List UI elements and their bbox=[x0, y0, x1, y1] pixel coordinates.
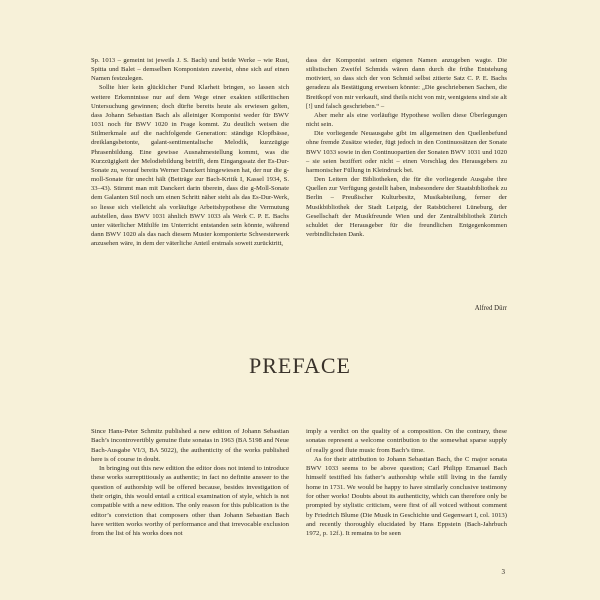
english-left-paragraph-2: In bringing out this new edition the editor does not intend to introduce these works surreptitiously as authentic; in fact no definite answer to the question of authorship will be offered because, besides investigation of their origin, this would entail a critical examination of style, which is not compatible with a new edition. The only reason for this publication is the editor’s conviction that composers other than Johann Sebastian Bach have written works worthy of performance and that irrevocable exclusion from the list of his works does not bbox=[91, 465, 289, 538]
english-text-left-column bbox=[91, 427, 289, 539]
german-left-paragraph-1: Sp. 1013 – gemeint ist jeweils J. S. Bach) und beide Werke – wie Rust, Spitta und Balet – demselben Komponisten zuweist, ohne sich auf einen Namen festzulegen. bbox=[91, 57, 289, 83]
english-right-paragraph-2: As for their attribution to Johann Sebastian Bach, the C major sonata BWV 1033 seems to be above question; Carl Philipp Emanuel Bach himself testified his father’s authorship while still living in the family home in 1731. We would be happy to have similarly conclusive testimony for other works! Doubts about its authenticity, which can therefore only be prompted by stylistic criticism, were first of all voiced without comment by Friedrich Blume (Die Musik in Geschichte und Gegenwart I, col. 1013) and recently thoroughly elucidated by Hans Eppstein (Bach-Jahrbuch 1972, p. 12f.). It remains to be seen bbox=[306, 455, 507, 538]
german-left-paragraph-2: Sollte hier kein glücklicher Fund Klarheit bringen, so lassen sich weitere Erkenntnisse nur auf dem Wege einer exakten stilkritischen Untersuchung gewinnen; doch dürfte bereits heute als erwiesen gelten, dass Johann Sebastian Bach als alleiniger Komponist weder für BWV 1031 noch für BWV 1020 in Frage kommt. Zu deutlich weisen die Stilmerkmale auf die nachfolgende Generation: ständige Klopfbässe, dreiklangsbetonte, galant-sentimentalische Melodik, kurzzügige Phrasenbildung. Eine gewisse Ausnahmestellung kommt, was die Kurzzügigkeit der Melodiebildung betrifft, dem Eingangssatz der Es-Dur-Sonate zu, worauf bereits Werner Danckert hingewiesen hat, der nur die g-moll-Sonate für unecht hält (Beiträge zur Bach-Kritik I, Kassel 1934, S. 33–43). Stimmt man mit Danckert darin überein, dass die g-Moll-Sonate dem Galanten Stil noch um einen Schritt näher steht als das Es-Dur-Werk, so liesse sich vielleicht als vorläufige Arbeitshypothese die Vermutung aufstellen, dass BWV 1031 ähnlich BWV 1033 als Werk C. P. E. Bachs unter väterlicher Mithilfe im Unterricht entstanden sein könnte, während dann BWV 1020 als das nach diesem Muster komponierte Schwesterwerk anzusehen wäre, in dem der väterliche Anteil erstmals soweit zurücktritt, bbox=[91, 84, 289, 248]
english-left-paragraph-1: Since Hans-Peter Schmitz published a new edition of Johann Sebastian Bach’s incontrovertibly genuine flute sonatas in 1963 (BA 5198 and Neue Bach-Ausgabe VI/3, BA 5022), the authenticity of the works published here is of course in doubt. bbox=[91, 428, 289, 463]
german-text-left-column bbox=[91, 56, 289, 248]
german-text-right-column bbox=[306, 56, 507, 239]
german-right-paragraph-4: Den Leitern der Bibliotheken, die für die vorliegende Ausgabe ihre Quellen zur Verfügung gestellt haben, insbesondere der Staatsbibliothek zu Berlin – Preußischer Kulturbesitz, Musikabteilung, ferner der Musikbibliothek der Stadt Leipzig, der Ratsbücherei Lüneburg, der Gesellschaft der Musikfreunde Wien und der Zentralbibliothek Zürich schuldet der Herausgeber für die freundlichen Entgegenkommen verbindlichsten Dank. bbox=[306, 176, 507, 238]
german-right-paragraph-2: Aber mehr als eine vorläufige Hypothese wollen diese Überlegungen nicht sein. bbox=[306, 111, 507, 129]
german-right-paragraph-3: Die vorliegende Neuausgabe gibt im allgemeinen den Quellenbefund ohne fremde Zusätze wieder, fügt jedoch in den Continuosätzen der Sonate BWV 1033 sowie in den Continuopartien der Sonaten BWV 1031 und 1020 – sie seien beziffert oder nicht – einen Vorschlag des Herausgebers zu harmonischer Füllung in Kleindruck bei. bbox=[306, 130, 507, 174]
page-number: 3 bbox=[501, 568, 505, 576]
english-text-right-column bbox=[306, 427, 507, 539]
preface-heading: PREFACE bbox=[249, 353, 351, 378]
german-right-paragraph-1: dass der Komponist seinen eigenen Namen anzugeben wagte. Die stilistischen Zweifel Schmids wären dann durch die frühe Entstehung motiviert, so dass sich der von Schmid selbst zitierte Satz C. P. E. Bachs geradezu als Bestätigung erweisen könnte: „Die geschriebenen Sachen, die Breitkopf von mir verkauft, sind theils nicht von mir, wenigstens sind sie alt [!] und falsch geschrieben.“ – bbox=[306, 57, 507, 110]
english-right-paragraph-1: imply a verdict on the quality of a composition. On the contrary, these sonatas represent a welcome contribution to the somewhat sparse supply of really good flute music from Bach’s time. bbox=[306, 428, 507, 454]
editor-signature: Alfred Dürr bbox=[474, 305, 507, 312]
